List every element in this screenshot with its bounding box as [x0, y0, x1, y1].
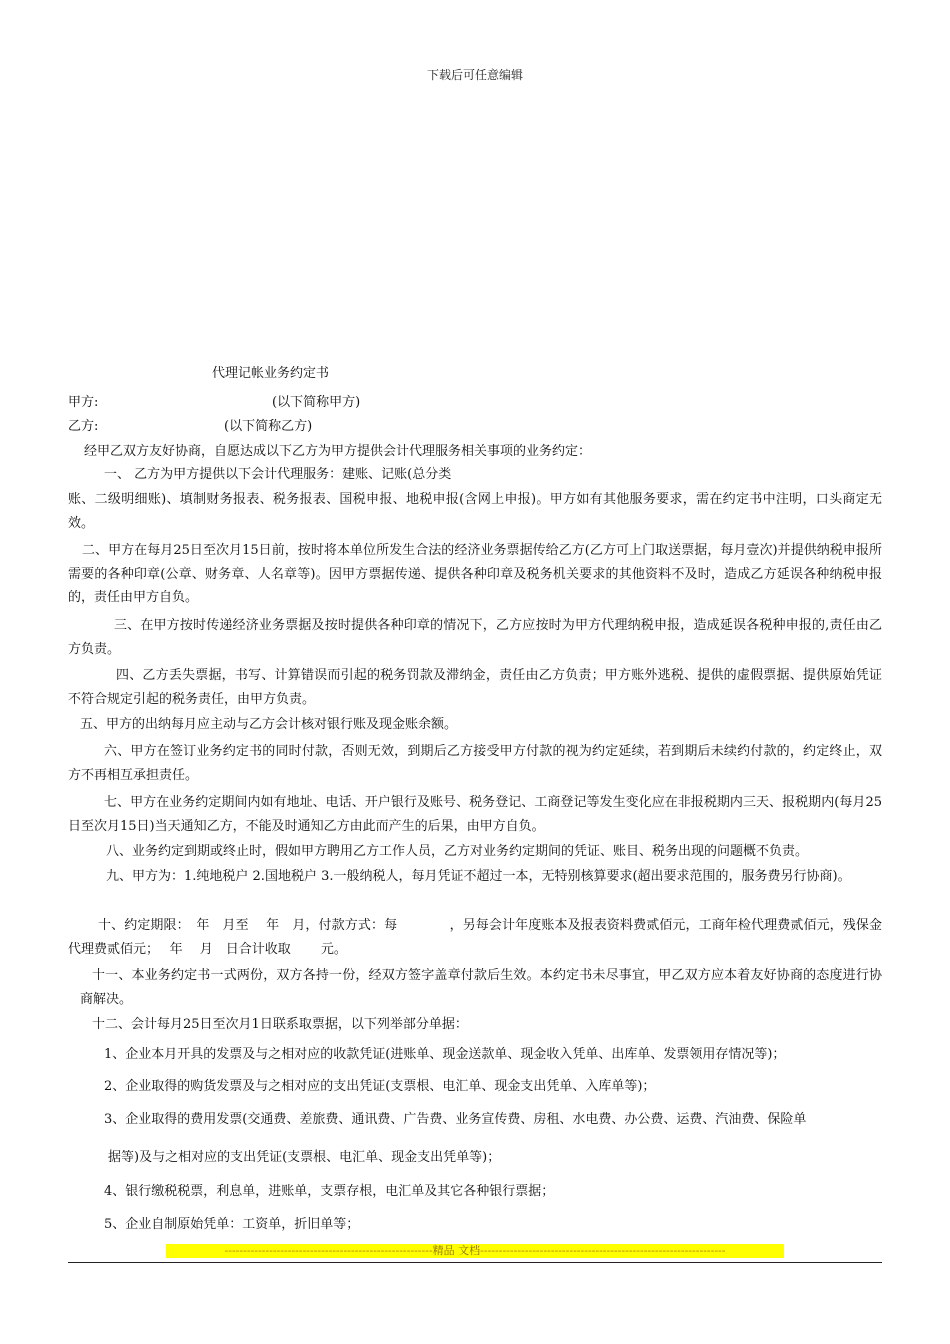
- list-item: 4、银行缴税税票，利息单，进账单，支票存根，电汇单及其它各种银行票据；: [104, 1184, 555, 1199]
- party-a-label: 甲方:: [68, 395, 99, 410]
- clause-4: 四、乙方丢失票据，书写、计算错误而引起的税务罚款及滞纳金，责任由乙方负责；甲方账外逃税、提供的虚假票据、提供原始凭证不符合规定引起的税务责任，由甲方负责。: [68, 668, 882, 707]
- party-b-suffix: (以下简称乙方): [224, 419, 313, 434]
- intro-paragraph: 经甲乙双方友好协商，自愿达成以下乙方为甲方提供会计代理服务相关事项的业务约定：: [84, 444, 592, 459]
- list-item: 据等)及与之相对应的支出凭证(支票根、电汇单、现金支出凭单等)；: [108, 1150, 501, 1165]
- clause-1-first-line: 一、 乙方为甲方提供以下会计代理服务：建账、记账(总分类: [104, 467, 452, 482]
- bottom-divider: [68, 1262, 882, 1263]
- footer-dashes-right: ------------------------------------------------------------------: [480, 1244, 726, 1257]
- list-item: 1、企业本月开具的发票及与之相对应的收款凭证(进账单、现金送款单、现金收入凭单、出库单、发票领用存情况等)；: [104, 1047, 786, 1062]
- footer-watermark-bar: [166, 1244, 784, 1258]
- clause-11: 十一、本业务约定书一式两份，双方各持一份，经双方签字盖章付款后生效。本约定书未尽事宜，甲乙双方应本着友好协商的态度进行协商解决。: [80, 968, 882, 1007]
- footer-dashes-left: --------------------------------------------------------: [224, 1244, 433, 1257]
- clause-10: 十、约定期限： 年 月至 年 月，付款方式：每 ，另每会计年度账本及报表资料费贰佰元，工商年检代理费贰佰元，残保金代理费贰佰元； 年 月 日合计收取 元。: [68, 918, 882, 957]
- clause-7: 七、甲方在业务约定期间内如有地址、电话、开户银行及账号、税务登记、工商登记等发生变化应在非报税期内三天、报税期内(每月25日至次月15日)当天通知乙方，不能及时通知乙方由此而产生的后果，由甲方自负。: [68, 795, 882, 834]
- clause-5: 五、甲方的出纳每月应主动与乙方会计核对银行账及现金账余额。: [80, 717, 458, 732]
- party-b-line: [68, 414, 313, 440]
- party-a-suffix: (以下简称甲方): [272, 395, 361, 410]
- clause-12: 十二、会计每月25日至次月1日联系取票据，以下列举部分单据：: [92, 1017, 468, 1032]
- list-item: 3、企业取得的费用发票(交通费、差旅费、通讯费、广告费、业务宣传费、房租、水电费、办公费、运费、汽油费、保险单: [104, 1112, 807, 1127]
- clause-2: 二、甲方在每月25日至次月15日前，按时将本单位所发生合法的经济业务票据传给乙方(乙方可上门取送票据，每月壹次)并提供纳税申报所需要的各种印章(公章、财务章、人名章等)。因甲方票据传递、提供各种印章及税务机关要求的其他资料不及时，造成乙方延误各种纳税申报的，责任由甲方自负。: [68, 543, 882, 605]
- list-item: 5、企业自制原始凭单：工资单，折旧单等；: [104, 1217, 360, 1232]
- clause-6: 六、甲方在签订业务约定书的同时付款，否则无效，到期后乙方接受甲方付款的视为约定延续，若到期后未续约付款的，约定终止，双方不再相互承担责任。: [68, 744, 882, 783]
- header-note: 下载后可任意编辑: [426, 68, 523, 82]
- clause-1-continued: 账、二级明细账)、填制财务报表、税务报表、国税申报、地税申报(含网上申报)。甲方如有其他服务要求，需在约定书中注明，口头商定无效。: [68, 492, 882, 531]
- clause-3: 三、在甲方按时传递经济业务票据及按时提供各种印章的情况下，乙方应按时为甲方代理纳税申报，造成延误各税种申报的,责任由乙方负责。: [68, 618, 882, 657]
- clause-9: 九、甲方为：1.纯地税户 2.国地税户 3.一般纳税人，每月凭证不超过一本，无特别核算要求(超出要求范围的，服务费另行协商)。: [106, 869, 851, 884]
- clause-8: 八、业务约定到期或终止时，假如甲方聘用乙方工作人员，乙方对业务约定期间的凭证、账目、税务出现的问题概不负责。: [106, 844, 809, 859]
- party-a-line: [68, 390, 361, 416]
- document-title: 代理记帐业务约定书: [212, 366, 330, 381]
- list-item: 2、企业取得的购货发票及与之相对应的支出凭证(支票根、电汇单、现金支出凭单、入库单等)；: [104, 1079, 656, 1094]
- party-b-label: 乙方:: [68, 419, 99, 434]
- footer-label: 精品 文档: [432, 1244, 481, 1257]
